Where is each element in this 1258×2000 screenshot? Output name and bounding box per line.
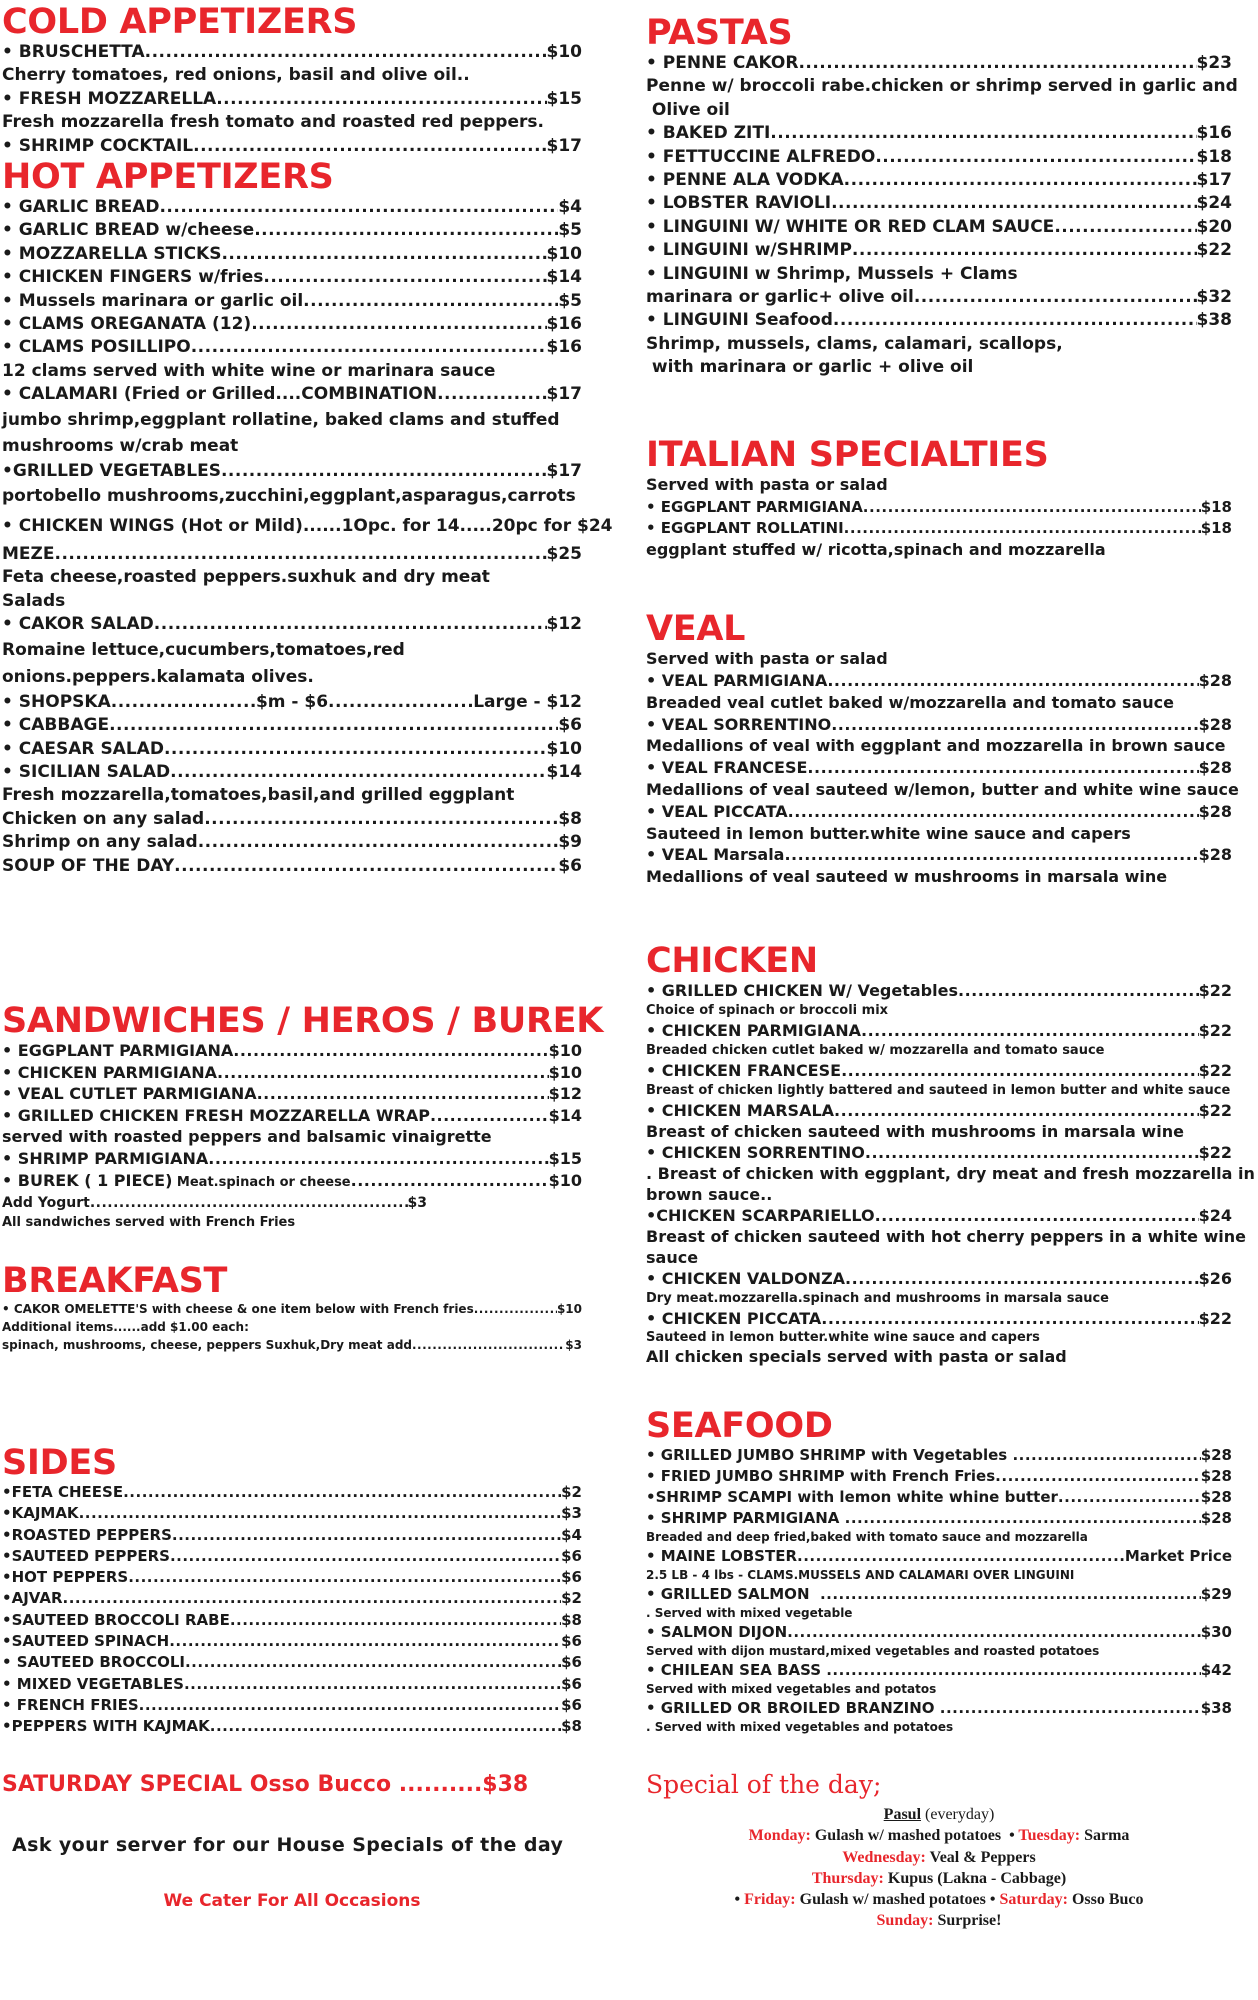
special-sunday: Sunday: Surprise! [876,1912,1002,1930]
menu-item: • PENNE ALA VODKA ..... $17 [646,169,1232,192]
special-list [646,1804,1232,1932]
item-description: Shrimp, mussels, clams, calamari, scallops, [646,333,1063,354]
menu-item: • SHRIMP COCKTAIL ..... $17 [2,135,582,158]
menu-item: • EGGPLANT ROLLATINI ..... $18 [646,518,1232,539]
item-description: mushrooms w/crab meat [2,435,239,456]
side-item: • SAUTEED BROCCOLI ..... $6 [2,1652,582,1673]
subheading: Salads [2,590,66,611]
menu-item: • CHICKEN PICCATA ..... $22 [646,1308,1232,1329]
menu-item: • MAINE LOBSTER ..... Market Price [646,1546,1232,1567]
special-wednesday: Wednesday: Veal & Peppers [842,1848,1036,1866]
menu-item: • CHICKEN VALDONZA ..... $26 [646,1268,1232,1289]
house-specials-note: Ask your server for our House Specials of the day [12,1834,564,1856]
menu-item: • FETTUCCINE ALFREDO ..... $18 [646,146,1232,169]
italian-specialties-section [646,436,1232,561]
side-item: •SAUTEED BROCCOLI RABE ..... $8 [2,1610,582,1631]
item-description: Sauteed in lemon butter.white wine sauce and capers [646,823,1131,843]
item-description: Additional items......add $1.00 each: [2,1320,249,1335]
item-description: Penne w/ broccoli rabe.chicken or shrimp served in garlic and [646,76,1238,97]
menu-item: • CHICKEN PARMIGIANA ..... $10 [2,1062,582,1084]
menu-item: • CAESAR SALAD ..... $10 [2,738,582,761]
menu-item: • FRESH MOZZARELLA ..... $15 [2,88,582,111]
item-description: brown sauce.. [646,1185,773,1204]
item-description: Breaded veal cutlet baked w/mozzarella and tomato sauce [646,692,1174,712]
menu-item: Shrimp on any salad ..... $9 [2,831,582,854]
item-description: Breaded and deep fried,baked with tomato sauce and mozzarella [646,1530,1088,1544]
pastas-section [646,13,1238,380]
menu-item: • VEAL PICCATA ..... $28 [646,801,1232,823]
menu-item: • VEAL SORRENTINO ..... $28 [646,714,1232,736]
item-description: Sauteed in lemon butter.white wine sauce and capers [646,1330,1040,1345]
menu-item: marinara or garlic+ olive oil ..... $32 [646,286,1232,309]
menu-item: • PENNE CAKOR ..... $23 [646,52,1232,75]
side-item: •HOT PEPPERS ..... $6 [2,1567,582,1588]
note: All sandwiches served with French Fries [2,1215,296,1231]
item-description: Fresh mozzarella,tomatoes,basil,and grilled eggplant [2,785,515,806]
menu-item: • FRIED JUMBO SHRIMP with French Fries ..... $28 [646,1466,1232,1487]
menu-item: • LINGUINI w/SHRIMP ..... $22 [646,239,1232,262]
section-title: BREAKFAST [2,1261,228,1301]
item-description: Dry meat.mozzarella.spinach and mushrooms in marsala sauce [646,1291,1109,1306]
item-description: Romaine lettuce,cucumbers,tomatoes,red [2,639,405,660]
item-description: Breaded chicken cutlet baked w/ mozzarella and tomato sauce [646,1043,1105,1058]
catering-note: We Cater For All Occasions [163,1891,421,1911]
section-title: VEAL [646,609,746,649]
item-description: 12 clams served with white wine or marinara sauce [2,360,496,381]
special-mon-tue: Monday: Gulash w/ mashed potatoes • Tuesday: Sarma [748,1827,1130,1845]
item-description: served with roasted peppers and balsamic vinaigrette [2,1127,492,1147]
menu-item: •SHRIMP SCAMPI with lemon white whine butter ..... $28 [646,1487,1232,1508]
menu-item: • LINGUINI w Shrimp, Mussels + Clams [646,263,1018,284]
side-item: •AJVAR ..... $2 [2,1588,582,1609]
item-description: sauce [646,1248,699,1267]
item-description: . Breast of chicken with eggplant, dry meat and fresh mozzarella in [646,1164,1255,1183]
menu-item: • Mussels marinara or garlic oil ..... $5 [2,290,582,313]
special-thursday: Thursday: Kupus (Lakna - Cabbage) [811,1869,1067,1887]
special-everyday: Pasul (everyday) [883,1806,995,1823]
section-title: SANDWICHES / HEROS / BUREK [2,1001,604,1041]
side-item: • FRENCH FRIES ..... $6 [2,1695,582,1716]
hot-appetizers-section [2,157,613,878]
cold-appetizers-section [2,3,582,158]
menu-item: •CHICKEN SCARPARIELLO ..... $24 [646,1205,1232,1226]
menu-item: • GRILLED CHICKEN W/ Vegetables ..... $22 [646,980,1232,1001]
item-description: . Served with mixed vegetables and potatoes [646,1720,954,1734]
menu-item: • CAKOR OMELETTE'S with cheese & one item below with French fries ..... $10 [2,1300,582,1319]
menu-item: • LOBSTER RAVIOLI ..... $24 [646,192,1232,215]
item-description: portobello mushrooms,zucchini,eggplant,asparagus,carrots [2,486,576,507]
menu-item: • BRUSCHETTA ..... $10 [2,41,582,64]
menu-item: • GRILLED SALMON ..... $29 [646,1584,1232,1605]
section-title: CHICKEN [646,941,818,981]
menu-item: • SHRIMP PARMIGIANA ..... $15 [2,1148,582,1170]
side-item: •PEPPERS WITH KAJMAK ..... $8 [2,1716,582,1737]
side-item: •ROASTED PEPPERS ..... $4 [2,1525,582,1546]
side-item: •KAJMAK ..... $3 [2,1503,582,1524]
sides-list [2,1482,582,1738]
seafood-section [646,1407,1232,1736]
sandwiches-section [2,1001,604,1232]
menu-item: spinach, mushrooms, cheese, peppers Suxhuk,Dry meat add ..... $3 [2,1336,582,1355]
menu-item: MEZE ..... $25 [2,543,582,566]
item-description: Cherry tomatoes, red onions, basil and olive oil.. [2,65,470,86]
sides-section [2,1444,582,1738]
menu-item: • CALAMARI (Fried or Grilled....COMBINATION ..... $17 [2,383,582,406]
served-note: Served with pasta or salad [646,649,888,668]
item-description: Olive oil [646,99,730,120]
section-title: HOT APPETIZERS [2,157,334,197]
menu-item: SOUP OF THE DAY ..... $6 [2,855,582,878]
special-title: Special of the day; [646,1770,882,1799]
item-description: Medallions of veal sauteed w/lemon, butter and white wine sauce [646,779,1239,799]
section-title: ITALIAN SPECIALTIES [646,435,1049,475]
item-description: eggplant stuffed w/ ricotta,spinach and mozzarella [646,540,1106,559]
item-description: Medallions of veal with eggplant and mozzarella in brown sauce [646,736,1226,756]
chicken-section [646,941,1255,1368]
menu-item: • CLAMS OREGANATA (12) ..... $16 [2,313,582,336]
item-description: Fresh mozzarella fresh tomato and roasted red peppers. [2,112,544,133]
served-note: Served with pasta or salad [646,475,888,494]
menu-item: • GRILLED JUMBO SHRIMP with Vegetables ..... $28 [646,1445,1232,1466]
menu-item: Chicken on any salad ..... $8 [2,808,582,831]
menu-item: • LINGUINI Seafood ..... $38 [646,309,1232,332]
menu-item: • LINGUINI W/ WHITE OR RED CLAM SAUCE ..... $20 [646,216,1232,239]
menu-item: • CHILEAN SEA BASS ..... $42 [646,1660,1232,1681]
menu-item: • GRILLED CHICKEN FRESH MOZZARELLA WRAP ..... $14 [2,1105,582,1127]
item-description: Choice of spinach or broccoli mix [646,1003,889,1018]
side-item: •SAUTEED SPINACH ..... $6 [2,1631,582,1652]
item-description: 2.5 LB - 4 lbs - CLAMS.MUSSELS AND CALAMARI OVER LINGUINI [646,1568,1075,1582]
menu-item: • EGGPLANT PARMIGIANA ..... $18 [646,496,1232,518]
menu-item: Add Yogurt ..... $3 [2,1193,427,1213]
side-item: •FETA CHEESE ..... $2 [2,1482,582,1503]
menu-item: • CHICKEN MARSALA ..... $22 [646,1100,1232,1121]
menu-item: • VEAL PARMIGIANA ..... $28 [646,670,1232,692]
item-description: Feta cheese,roasted peppers.suxhuk and dry meat [2,567,490,588]
menu-item: • GARLIC BREAD w/cheese ..... $5 [2,219,582,242]
menu-item: • CHICKEN WINGS (Hot or Mild)......1Opc. for 14.....20pc for $24 [2,516,613,537]
veal-section [646,609,1239,888]
menu-item: • CAKOR SALAD ..... $12 [2,613,582,636]
menu-item: • VEAL FRANCESE ..... $28 [646,757,1232,779]
menu-item: • SALMON DIJON ..... $30 [646,1622,1232,1643]
menu-item: • SHOPSKA ..... $m - $6 ..... Large - $12 [2,691,582,714]
item-description: . Served with mixed vegetable [646,1606,853,1620]
menu-item: • CHICKEN PARMIGIANA ..... $22 [646,1020,1232,1041]
section-title: PASTAS [646,13,793,53]
menu-item: • SHRIMP PARMIGIANA ..... $28 [646,1508,1232,1529]
item-description: onions.peppers.kalamata olives. [2,666,314,687]
section-title: SIDES [2,1443,117,1483]
item-description: Breast of chicken sauteed with mushrooms in marsala wine [646,1122,1184,1141]
item-description: Breast of chicken sauteed with hot cherry peppers in a white wine [646,1227,1247,1246]
saturday-special: SATURDAY SPECIAL Osso Bucco ..........$38 [2,1772,529,1797]
menu-item: • SICILIAN SALAD ..... $14 [2,761,582,784]
menu-item: • MOZZARELLA STICKS ..... $10 [2,243,582,266]
section-title: SEAFOOD [646,1406,833,1446]
menu-item: •GRILLED VEGETABLES ..... $17 [2,460,582,483]
menu-item: • CABBAGE ..... $6 [2,714,582,737]
item-description: jumbo shrimp,eggplant rollatine, baked clams and stuffed [2,409,560,430]
side-item: • MIXED VEGETABLES ..... $6 [2,1674,582,1695]
item-description: Served with mixed vegetables and potatos [646,1682,937,1696]
note: All chicken specials served with pasta or salad [646,1347,1067,1366]
menu-item: • GRILLED OR BROILED BRANZINO ..... $38 [646,1698,1232,1719]
special-of-the-day-section [646,1770,1232,1932]
menu-item: • EGGPLANT PARMIGIANA ..... $10 [2,1040,582,1062]
item-description: Breast of chicken lightly battered and sauteed in lemon butter and white sauce [646,1083,1231,1098]
menu-item: • BAKED ZITI ..... $16 [646,122,1232,145]
item-description: Medallions of veal sauteed w mushrooms in marsala wine [646,867,1168,887]
special-fri-sat: • Friday: Gulash w/ mashed potatoes • Saturday: Osso Buco [734,1891,1144,1909]
menu-item: • CHICKEN FINGERS w/fries ..... $14 [2,266,582,289]
side-item: •SAUTEED PEPPERS ..... $6 [2,1546,582,1567]
menu-item: • CHICKEN SORRENTINO ..... $22 [646,1142,1232,1163]
menu-item: • CLAMS POSILLIPO ..... $16 [2,336,582,359]
menu-item: • VEAL CUTLET PARMIGIANA ..... $12 [2,1083,582,1105]
menu-item: • GARLIC BREAD ..... $4 [2,196,582,219]
menu-item: • BUREK ( 1 PIECE) Meat.spinach or cheese ..... $10 [2,1170,582,1194]
breakfast-section [2,1262,582,1355]
item-description: Served with dijon mustard,mixed vegetables and roasted potatoes [646,1644,1100,1658]
menu-item: • CHICKEN FRANCESE ..... $22 [646,1060,1232,1081]
item-description: with marinara or garlic + olive oil [646,357,974,378]
section-title: COLD APPETIZERS [2,2,358,42]
menu-item: • VEAL Marsala ..... $28 [646,844,1232,866]
